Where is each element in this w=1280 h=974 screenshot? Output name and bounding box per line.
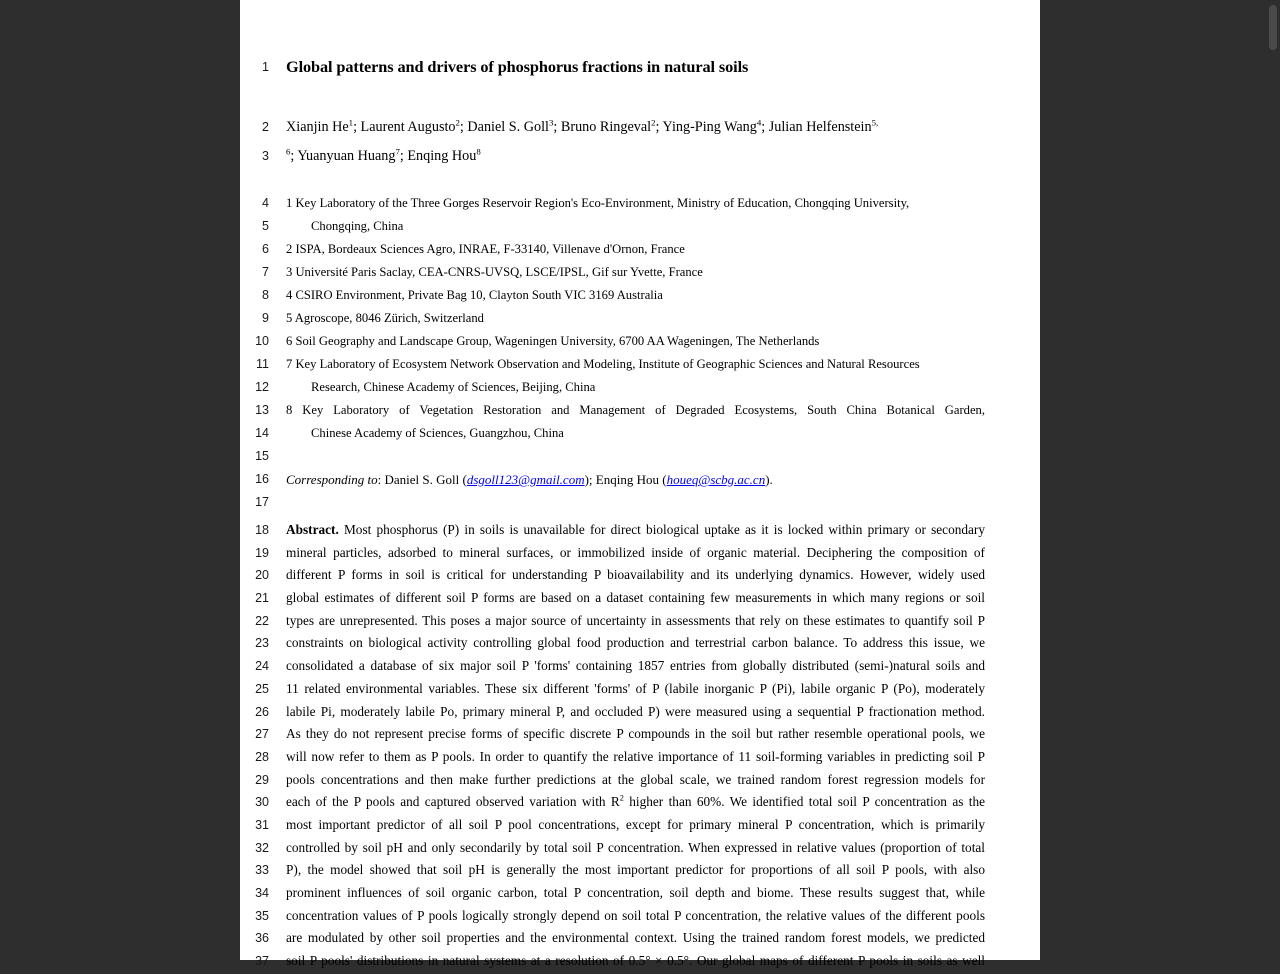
abstract-line <box>240 747 1040 770</box>
line-number: 1 <box>262 60 269 74</box>
line-number: 19 <box>255 545 269 560</box>
abstract-text: mineral particles, adsorbed to mineral surfaces, or immobilized inside of organic material. Deciphering the composition of <box>286 544 985 560</box>
affiliation-text: Research, Chinese Academy of Sciences, Beijing, China <box>311 380 596 394</box>
abstract-line <box>240 702 1040 725</box>
authors-text-1: Xianjin He$^1$; Laurent Augusto$^2$; Daniel S. Goll$^3$; Bruno Ringeval$^2$; Ying-Ping Wang$^4$; Julian Helfenstein$^{5,}$ <box>286 117 879 135</box>
abstract-text: controlled by soil pH and only secondarily by total soil P concentration. When expressed in relative values (proportion of total <box>286 839 985 855</box>
abstract-text: P), the model showed that soil pH is generally the most important predictor for proportions of all soil P pools, with also <box>286 862 985 878</box>
abstract-line-text: Most phosphorus (P) in soils is unavailable for direct biological uptake as it is locked within primary or secondary <box>343 522 985 537</box>
line-number: 36 <box>255 931 269 946</box>
vertical-scrollbar[interactable] <box>1266 0 1280 960</box>
line-number: 20 <box>255 568 269 583</box>
abstract-line <box>240 951 1040 974</box>
abstract-line <box>240 928 1040 951</box>
abstract-line <box>240 860 1040 883</box>
affiliation-text: Chongqing, China <box>311 219 404 233</box>
affiliation-line <box>240 309 1040 332</box>
affiliation-line <box>240 355 1040 378</box>
abstract-line <box>240 838 1040 861</box>
line-number: 18 <box>255 523 269 537</box>
affiliation-text: 2 ISPA, Bordeaux Sciences Agro, INRAE, F-33140, Villenave d'Ornon, France <box>286 242 685 256</box>
line-number: 4 <box>262 196 269 210</box>
document-page <box>240 0 1040 969</box>
abstract-text: prominent influences of soil organic carbon, total P concentration, soil depth and biome. These results suggest that, while <box>286 885 985 900</box>
abstract-line <box>240 588 1040 611</box>
abstract-text: concentration values of P pools logically strongly depend on soil total P concentration, the relative values of the different pools <box>286 907 985 923</box>
line-number: 11 <box>256 357 269 371</box>
abstract-line <box>240 883 1040 906</box>
authors-text-2: $^6$; Yuanyuan Huang$^7$; Enqing Hou$^8$ <box>286 146 481 164</box>
line-number: 13 <box>255 403 269 417</box>
page-content <box>240 0 1040 974</box>
page-title: Global patterns and drivers of phosphorus fractions in natural soils <box>286 57 749 76</box>
line-number: 37 <box>255 954 269 969</box>
line-number: 21 <box>255 591 269 606</box>
abstract-text: different P forms in soil is critical for understanding P bioavailability and its underlying dynamics. However, widely used <box>286 567 985 583</box>
affiliation-text: Chinese Academy of Sciences, Guangzhou, China <box>311 426 564 440</box>
abstract-text: types are unrepresented. This poses a major source of uncertainty in assessments that rely on these estimates to quantify soil P <box>286 612 985 628</box>
affiliation-line <box>240 424 1040 447</box>
affiliation-line <box>240 286 1040 309</box>
line-number: 26 <box>255 704 269 719</box>
abstract-line <box>240 724 1040 747</box>
affiliation-line <box>240 263 1040 286</box>
affiliation-text: 5 Agroscope, 8046 Zürich, Switzerland <box>286 311 484 325</box>
abstract-line <box>240 906 1040 929</box>
scrollbar-thumb[interactable] <box>1269 5 1277 50</box>
abstract-text: are modulated by other soil properties and the environmental context. Using the trained random forest models, we predicted <box>286 930 985 946</box>
line-number: 32 <box>255 840 269 855</box>
affiliation-text: 7 Key Laboratory of Ecosystem Network Observation and Modeling, Institute of Geographic Sciences and Natural Resources <box>286 357 920 371</box>
corresponding-author-2: Enqing Hou <box>595 472 659 487</box>
authors-line-1 <box>240 114 1040 143</box>
line-number: 10 <box>255 334 269 348</box>
abstract-text: constraints on biological activity controlling global food production and terrestrial carbon balance. To address this issue, we <box>286 635 985 651</box>
affiliation-text: 8 Key Laboratory of Vegetation Restoration and Management of Degraded Ecosystems, South China Botanical Garden, <box>286 403 985 417</box>
line-number: 27 <box>255 727 269 742</box>
abstract-line <box>240 633 1040 656</box>
affiliation-text: 6 Soil Geography and Landscape Group, Wageningen University, 6700 AA Wageningen, The Netherlands <box>286 334 820 348</box>
line-number: 22 <box>255 613 269 628</box>
line-number: 30 <box>255 795 269 810</box>
abstract-text: each of the P pools and captured observed variation with $R^2$ higher than 60%. We identified total soil P concentration as the <box>286 793 986 810</box>
abstract-text: global estimates of different soil P forms are based on a dataset containing few measurements in which many regions or soil <box>286 590 985 606</box>
abstract-text: most important predictor of all soil P pool concentrations, except for primary mineral P concentration, which is primarily <box>286 816 985 832</box>
line-number: 29 <box>255 772 269 787</box>
abstract-text: 11 related environmental variables. These six different 'forms' of P (labile inorganic P (Pi), labile organic P (Po), moderately <box>286 680 985 696</box>
line-number: 7 <box>262 265 269 279</box>
abstract-text: As they do not represent precise forms of specific discrete P compounds in the soil but rather resemble operational pools, we <box>286 726 985 742</box>
line-number: 28 <box>255 749 269 764</box>
line-number: 24 <box>255 659 269 674</box>
abstract-line <box>240 543 1040 566</box>
correspondence-label: Corresponding to <box>286 472 378 487</box>
email-link-houeq[interactable]: houeq@scbg.ac.cn <box>666 472 766 487</box>
line-number: 23 <box>255 636 269 651</box>
abstract-line <box>240 679 1040 702</box>
abstract-line <box>240 611 1040 634</box>
line-number: 8 <box>262 288 269 302</box>
corresponding-author-1: Daniel S. Goll <box>384 472 460 487</box>
line-number: 6 <box>262 242 269 256</box>
abstract-heading: Abstract. <box>286 522 339 537</box>
abstract-text: soil P pools' distributions in natural systems at a resolution of 0.5° × 0.5°. Our global maps of different P pools in soils as well <box>286 953 985 969</box>
line-number: 9 <box>262 311 269 325</box>
line-number: 31 <box>255 817 269 832</box>
correspondence-line <box>240 470 1040 493</box>
line-number: 2 <box>262 120 269 134</box>
affiliation-line <box>240 240 1040 263</box>
abstract-text: will now refer to them as P pools. In order to quantify the relative importance of 11 soil-forming variables in predicting soil P <box>286 748 985 764</box>
affiliation-text: 4 CSIRO Environment, Private Bag 10, Clayton South VIC 3169 Australia <box>286 288 663 302</box>
blank-line <box>240 447 1040 470</box>
line-number: 16 <box>255 472 269 486</box>
email-link-dsgoll[interactable]: dsgoll123@gmail.com <box>466 472 585 487</box>
line-number: 3 <box>262 149 269 163</box>
abstract-line <box>240 565 1040 588</box>
abstract-text: labile Pi, moderately labile Po, primary mineral P, and occluded P) were measured using a sequential P fractionation method. <box>286 703 985 719</box>
abstract-line <box>240 792 1040 815</box>
line-number: 33 <box>255 863 269 878</box>
affiliation-line <box>240 401 1040 424</box>
line-number: 12 <box>255 380 269 394</box>
line-number: 14 <box>255 426 269 440</box>
abstract-line <box>240 520 1040 543</box>
affiliation-text: 1 Key Laboratory of the Three Gorges Reservoir Region's Eco-Environment, Ministry of Education, Chongqing University, <box>286 196 910 210</box>
line-number: 34 <box>255 886 269 900</box>
line-number: 17 <box>255 495 269 509</box>
affiliation-line <box>240 194 1040 217</box>
abstract-line <box>240 656 1040 679</box>
abstract-text: pools concentrations and then make further predictions at the global scale, we trained random forest regression models for <box>286 771 985 787</box>
affiliation-line <box>240 378 1040 401</box>
line-number: 15 <box>255 449 269 463</box>
abstract-text <box>286 520 1040 540</box>
line-number: 25 <box>255 681 269 696</box>
affiliation-line <box>240 332 1040 355</box>
abstract-line <box>240 770 1040 793</box>
blank-line <box>240 493 1040 516</box>
affiliation-line <box>240 217 1040 240</box>
document-title-line <box>240 52 1040 92</box>
correspondence-text: Corresponding to: Daniel S. Goll (dsgoll123@gmail.com); Enqing Hou (houeq@scbg.ac.cn). <box>286 472 773 487</box>
affiliation-text: 3 Université Paris Saclay, CEA-CNRS-UVSQ, LSCE/IPSL, Gif sur Yvette, France <box>286 265 703 279</box>
line-number: 35 <box>255 908 269 923</box>
correspondence-separator: : <box>377 472 385 487</box>
line-number: 5 <box>262 219 269 233</box>
abstract-text: consolidated a database of six major soil P 'forms' containing 1857 entries from globally distributed (semi-)natural soils and <box>286 658 985 674</box>
authors-line-2 <box>240 143 1040 172</box>
abstract-line <box>240 815 1040 838</box>
